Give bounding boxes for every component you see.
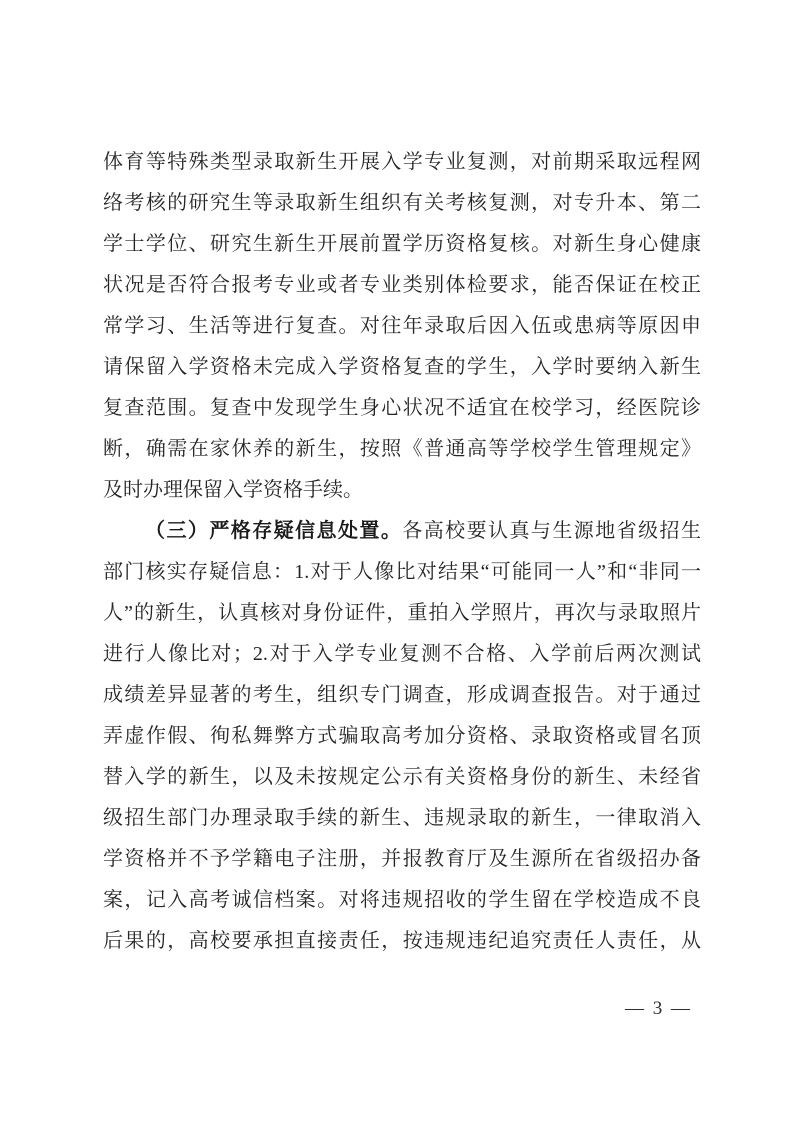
paragraph-line: 状况是否符合报考专业或者专业类别体检要求，能否保证在校正 [103, 274, 701, 296]
heading-line-rest: 各高校要认真与生源地省级招生 [402, 520, 701, 542]
paragraph-line: 后果的，高校要承担直接责任，按违规违纪追究责任人责任，从 [103, 930, 701, 952]
section-heading-line [103, 511, 701, 552]
paragraph-line: 学士学位、研究生新生开展前置学历资格复核。对新生身心健康 [103, 233, 701, 255]
page-number: — 3 — [625, 998, 692, 1019]
paragraph-line: 弄虚作假、徇私舞弊方式骗取高考加分资格、录取资格或冒名顶 [103, 725, 701, 747]
body-text [103, 142, 701, 962]
paragraph-line: 络考核的研究生等录取新生组织有关考核复测，对专升本、第二 [103, 192, 701, 214]
paragraph-line: 替入学的新生，以及未按规定公示有关资格身份的新生、未经省 [103, 766, 701, 788]
paragraph-line: 复查范围。复查中发现学生身心状况不适宜在校学习，经医院诊 [103, 397, 701, 419]
paragraph-line: 级招生部门办理录取手续的新生、违规录取的新生，一律取消入 [103, 807, 701, 829]
paragraph-line: 成绩差异显著的考生，组织专门调查，形成调查报告。对于通过 [103, 684, 701, 706]
paragraph-line: 及时办理保留入学资格手续。 [103, 479, 363, 501]
paragraph-line: 进行人像比对；2.对于入学专业复测不合格、入学前后两次测试 [103, 643, 701, 665]
paragraph-line: 体育等特殊类型录取新生开展入学专业复测，对前期采取远程网 [103, 151, 701, 173]
paragraph-line: 常学习、生活等进行复查。对往年录取后因入伍或患病等原因申 [103, 315, 701, 337]
paragraph-line: 请保留入学资格未完成入学资格复查的学生，入学时要纳入新生 [103, 356, 701, 378]
paragraph-line: 部门核实存疑信息：1.对于人像比对结果“可能同一人”和“非同一 [103, 561, 701, 583]
paragraph-line: 学资格并不予学籍电子注册，并报教育厅及生源所在省级招办备 [103, 848, 701, 870]
section-heading: （三）严格存疑信息处置。 [145, 520, 403, 542]
paragraph-line: 案，记入高考诚信档案。对将违规招收的学生留在学校造成不良 [103, 889, 701, 911]
paragraph-line: 断，确需在家休养的新生，按照《普通高等学校学生管理规定》 [103, 438, 701, 460]
paragraph-line: 人”的新生，认真核对身份证件，重拍入学照片，再次与录取照片 [103, 602, 701, 624]
